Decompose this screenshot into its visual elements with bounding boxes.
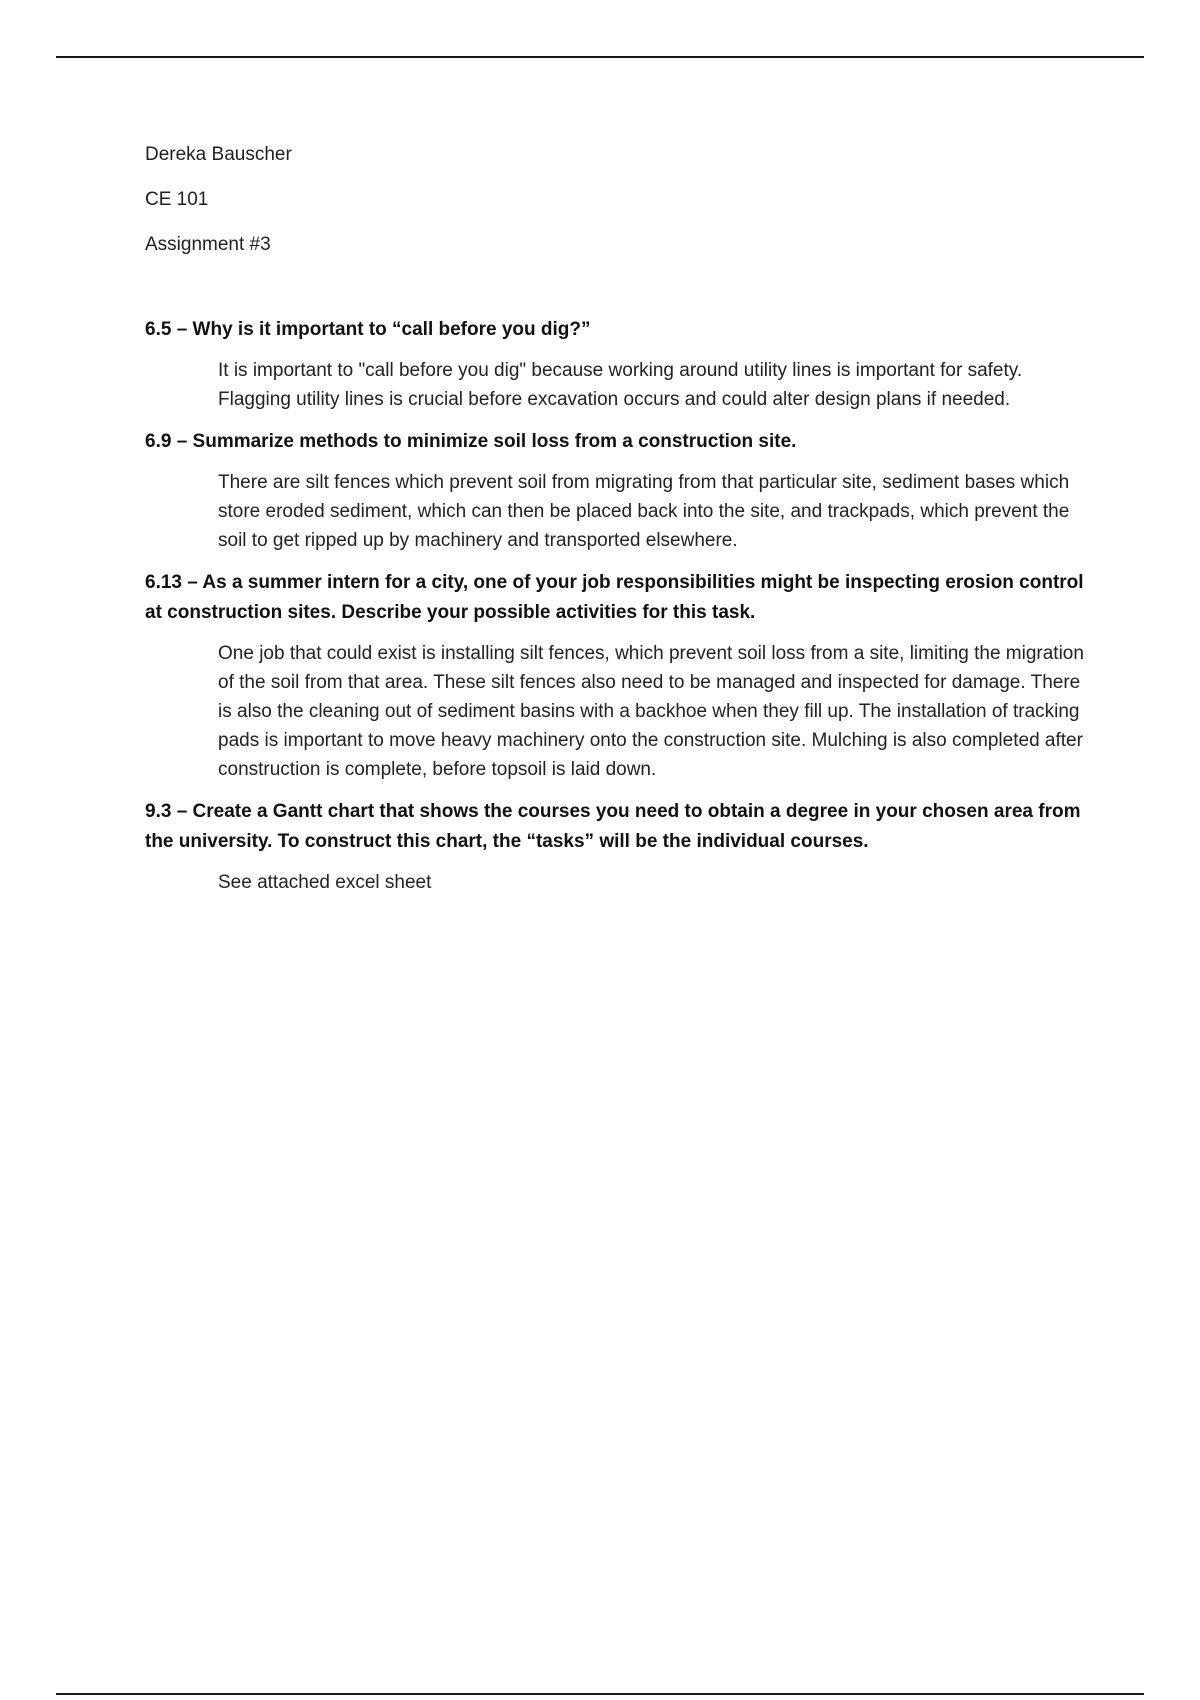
answer-text: One job that could exist is installing silt fences, which prevent soil loss from a site, limiting the migration of the soil from that area. These silt fences also need to be managed and inspected for damage. There is also the cleaning out of sediment basins with a backhoe when they fill up. The installation of tracking pads is important to move heavy machinery onto the construction site. Mulching is also completed after construction is complete, before topsoil is laid down. bbox=[218, 643, 1084, 780]
question-block-9-3 bbox=[145, 797, 1090, 897]
answer-text: See attached excel sheet bbox=[218, 872, 432, 893]
author-name: Dereka Bauscher bbox=[145, 144, 292, 165]
document-body bbox=[145, 143, 1090, 910]
document-header bbox=[145, 143, 1090, 257]
question-block-6-13 bbox=[145, 568, 1090, 784]
top-border-line bbox=[56, 56, 1144, 58]
bottom-border-line bbox=[56, 1693, 1144, 1695]
answer-text: It is important to "call before you dig" because working around utility lines is important for safety. Flagging utility lines is crucial before excavation occurs and could alter design plans if needed. bbox=[218, 360, 1023, 410]
answer-text: There are silt fences which prevent soil from migrating from that particular site, sediment bases which store eroded sediment, which can then be placed back into the site, and trackpads, which prevent the soil to get ripped up by machinery and transported elsewhere. bbox=[218, 472, 1070, 551]
assignment-title: Assignment #3 bbox=[145, 234, 271, 255]
course-code: CE 101 bbox=[145, 189, 209, 210]
question-heading: 6.13 – As a summer intern for a city, one of your job responsibilities might be inspecting erosion control at construction sites. Describe your possible activities for this task. bbox=[145, 572, 1084, 623]
question-heading: 9.3 – Create a Gantt chart that shows the courses you need to obtain a degree in your chosen area from the university. To construct this chart, the “tasks” will be the individual courses. bbox=[145, 801, 1081, 852]
question-block-6-5 bbox=[145, 315, 1090, 414]
question-heading: 6.5 – Why is it important to “call before you dig?” bbox=[145, 319, 591, 340]
question-heading: 6.9 – Summarize methods to minimize soil loss from a construction site. bbox=[145, 431, 797, 452]
question-block-6-9 bbox=[145, 427, 1090, 555]
